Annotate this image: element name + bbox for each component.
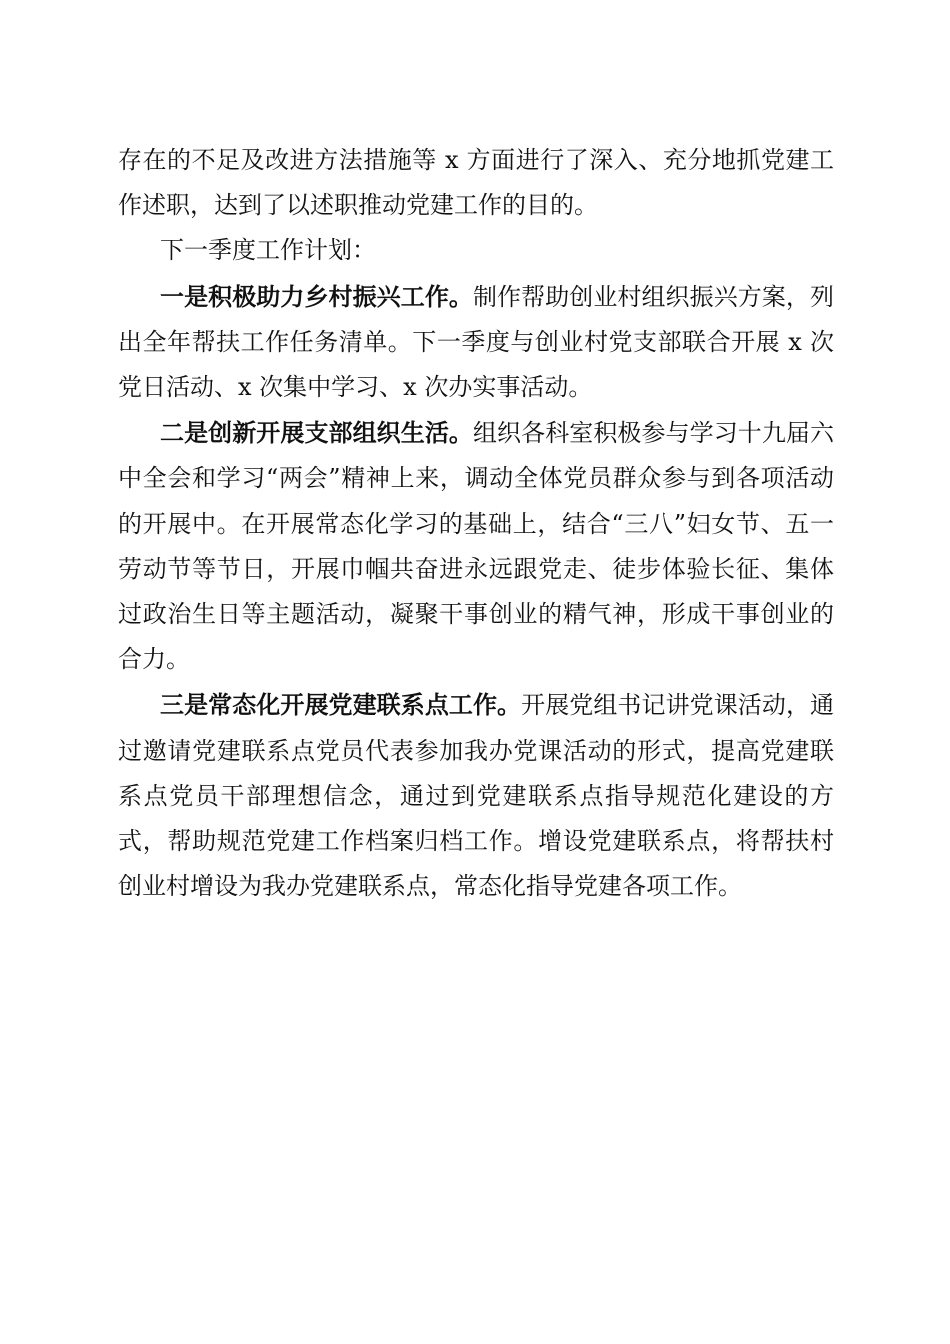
plan-item-2 (118, 410, 834, 682)
plan-item-3-body: 开展党组书记讲党课活动，通过邀请党建联系点党员代表参加我办党课活动的形式，提高党建联系点党员干部理想信念，通过到党建联系点指导规范化建设的方式，帮助规范党建工作档案归档工作。增设党建联系点，将帮扶村创业村增设为我办党建联系点，常态化指导党建各项工作。 (118, 691, 835, 901)
plan-item-1-body: 制作帮助创业村组织振兴方案，列出全年帮扶工作任务清单。下一季度与创业村党支部联合开展 x 次党日活动、x 次集中学习、x 次办实事活动。 (118, 282, 835, 402)
plan-item-3-lead: 三是常态化开展党建联系点工作。 (160, 690, 522, 720)
document-page (118, 138, 834, 909)
paragraph-continuation: 存在的不足及改进方法措施等 x 方面进行了深入、充分地抓党建工作述职，达到了以述职推动党建工作的目的。 (118, 146, 834, 220)
next-quarter-plan-heading: 下一季度工作计划： (160, 236, 376, 265)
plan-item-1 (118, 274, 834, 411)
plan-item-3 (118, 682, 834, 909)
plan-item-1-lead: 一是积极助力乡村振兴工作。 (160, 281, 473, 311)
plan-item-2-body: 组织各科室积极参与学习十九届六中全会和学习“两会”精神上来，调动全体党员群众参与到各项活动的开展中。在开展常态化学习的基础上，结合“三八”妇女节、五一劳动节等节日，开展巾帼共奋进永远跟党走、徒步体验长征、集体过政治生日等主题活动，凝聚干事创业的精气神，形成干事创业的合力。 (118, 419, 835, 674)
plan-item-2-lead: 二是创新开展支部组织生活。 (160, 418, 473, 448)
